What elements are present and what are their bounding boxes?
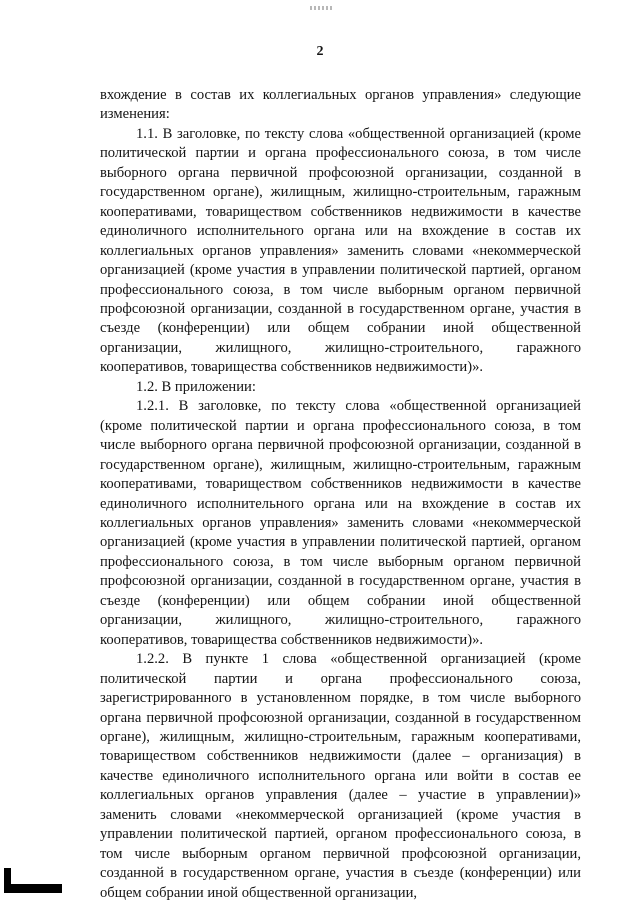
paragraph-1-2-2: 1.2.2. В пункте 1 слова «общественной организацией (кроме политической партии и органа профессионального союза, зарегистрированного в установленном порядке, в том числе выборного органа первичной профсоюзной организации, созданной в государственном органе), жилищным, жилищно-строительным, гаражным кооперативами, товариществом собственников недвижимости (далее – организация) в качестве единоличного исполнительного органа или войти в состав ее коллегиальных органов управления (далее – участие в управлении)» заменить словами «некоммерческой организацией (кроме участия в управлении политической партией, органом профессионального союза, в том числе выборным органом первичной профсоюзной организации, созданной в государственном органе, участия в съезде (конференции) или общем собрании иной общественной организации, — [100, 651, 581, 901]
paragraph-1-1: 1.1. В заголовке, по тексту слова «общественной организацией (кроме политической партии и органа профессионального союза, в том числе выборного органа первичной профсоюзной организации, созданной в государственном органе), жилищным, жилищно-строительным, гаражным кооперативами, товариществом собственников недвижимости в качестве единоличного исполнительного органа или на вхождение в состав их коллегиальных органов управления» заменить словами «некоммерческой организацией (кроме участия в управлении политической партией, органом профессионального союза, в том числе выборным органом первичной профсоюзной организации, созданной в государственном органе, участия в съезде (конференции) или общем собрании иной общественной организации, жилищного, жилищно-строительного, гаражного кооперативов, товарищества собственников недвижимости)». — [100, 125, 581, 376]
paragraph-continuation: вхождение в состав их коллегиальных органов управления» следующие изменения: — [100, 87, 581, 123]
scan-edge-mark — [4, 868, 11, 884]
document-body — [100, 86, 581, 903]
paragraph-1-2: 1.2. В приложении: — [136, 378, 256, 395]
page-number: 2 — [316, 44, 324, 59]
scan-edge-bar — [4, 884, 62, 893]
scan-artifact — [310, 6, 332, 10]
paragraph-1-2-1: 1.2.1. В заголовке, по тексту слова «общественной организацией (кроме политической партии и органа профессионального союза, в том числе выборного органа первичной профсоюзной организации, созданной в государственном органе), жилищным, жилищно-строительным, гаражным кооперативами, товариществом собственников недвижимости в качестве единоличного исполнительного органа или на вхождение в состав их коллегиальных органов управления» заменить словами «некоммерческой организацией (кроме участия в управлении политической партией, органом профессионального союза, в том числе выборным органом первичной профсоюзной организации, созданной в государственном органе, участия в съезде (конференции) или общем собрании иной общественной организации, жилищного, жилищно-строительного, гаражного кооперативов, товарищества собственников недвижимости)». — [100, 398, 581, 648]
